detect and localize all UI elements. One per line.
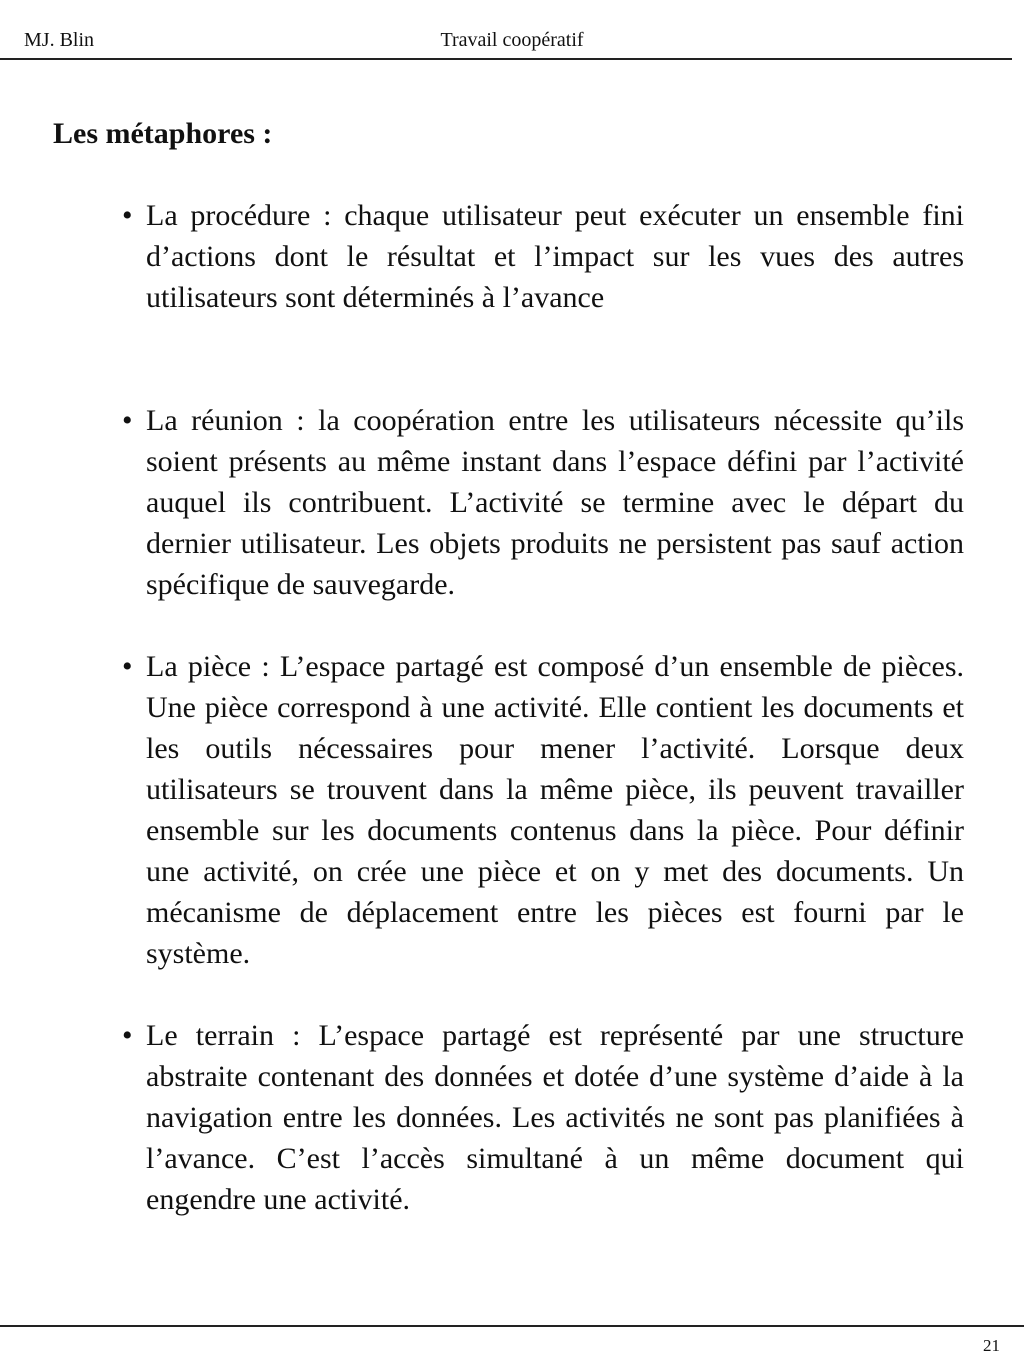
footer-divider [0,1325,1024,1327]
list-item-reunion [122,400,964,605]
bullet-icon: • [122,199,133,232]
bullet-icon: • [122,1019,133,1052]
metaphor-list [122,195,964,1220]
list-item-text: Le terrain : L’espace partagé est représenté par une structure abstraite contenant des données et dotée d’une système d’aide à la navigation entre les données. Les activités ne sont pas planifiées à l’avance. C’est l’accès simultané à un même document qui engendre une activité. [146,1019,964,1216]
bullet-icon: • [122,404,133,437]
list-item-text: La réunion : la coopération entre les utilisateurs nécessite qu’ils soient présents au même instant dans l’espace défini par l’activité auquel ils contribuent. L’activité se termine avec le départ du dernier utilisateur. Les objets produits ne persistent pas sauf action spécifique de sauvegarde. [146,404,964,601]
list-item-terrain [122,1015,964,1220]
header-title: Travail coopératif [440,29,584,51]
bullet-icon: • [122,650,133,683]
list-item-piece [122,646,964,974]
list-item-text: La pièce : L’espace partagé est composé d’un ensemble de pièces. Une pièce correspond à une activité. Elle contient les documents et les outils nécessaires pour mener l’activité. Lorsque deux utilisateurs se trouvent dans la même pièce, ils peuvent travailler ensemble sur les documents contenus dans la pièce. Pour définir une activité, on crée une pièce et on y met des documents. Un mécanisme de déplacement entre les pièces est fourni par le système. [146,650,964,970]
page-header [0,0,1012,60]
header-author: MJ. Blin [24,29,95,51]
section-heading: Les métaphores : [53,117,273,150]
list-item-text: La procédure : chaque utilisateur peut exécuter un ensemble fini d’actions dont le résultat et l’impact sur les vues des autres utilisateurs sont déterminés à l’avance [146,199,964,314]
page-number: 21 [983,1336,1000,1355]
list-item-procedure [122,195,964,318]
